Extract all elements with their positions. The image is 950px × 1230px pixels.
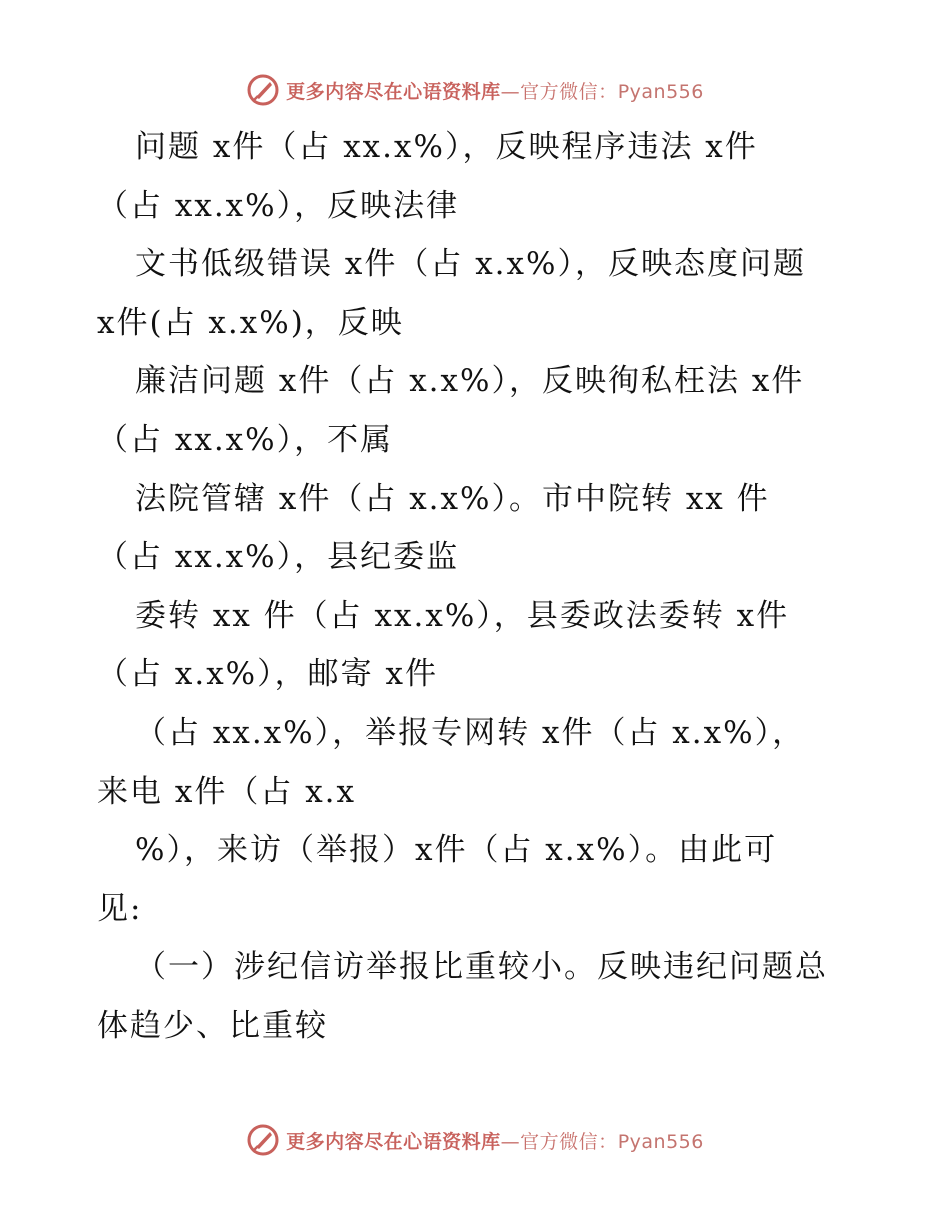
header-watermark [0, 70, 950, 110]
text-line: （占 x.x%），邮寄 x件 [97, 656, 438, 693]
quill-logo-icon [246, 73, 280, 107]
text-line: （占 xx.x%），举报专网转 x件（占 x.x%）， [135, 714, 806, 751]
text-line: （一）涉纪信访举报比重较小。反映违纪问题总 [135, 949, 828, 986]
watermark-separator: — [500, 80, 521, 103]
watermark-account-label: 官方微信： [520, 80, 618, 103]
watermark-account-label: 官方微信： [520, 1130, 618, 1153]
watermark-separator: — [500, 1130, 521, 1153]
watermark-account: Pyan556 [617, 1130, 704, 1153]
watermark-brand: 更多内容尽在心语资料库 [286, 1130, 501, 1153]
watermark-account: Pyan556 [617, 80, 704, 103]
body-text [97, 118, 857, 1056]
text-line: 见: [97, 890, 143, 927]
watermark-brand: 更多内容尽在心语资料库 [286, 80, 501, 103]
text-line: x件(占 x.x%)，反映 [97, 304, 404, 341]
text-line: （占 xx.x%），反映法律 [97, 187, 460, 224]
text-line: 问题 x件（占 xx.x%），反映程序违法 x件 [135, 129, 758, 165]
text-line: %），来访（举报）x件（占 x.x%）。由此可 [135, 832, 778, 869]
text-line: 委转 xx 件（占 xx.x%），县委政法委转 x件 [135, 597, 790, 634]
text-line: 法院管辖 x件（占 x.x%）。市中院转 xx 件 [135, 480, 770, 517]
footer-watermark [0, 1120, 950, 1160]
text-line: （占 xx.x%），县纪委监 [97, 539, 460, 576]
text-line: 廉洁问题 x件（占 x.x%），反映徇私枉法 x件 [135, 363, 805, 400]
text-line: 体趋少、比重较 [97, 1007, 328, 1044]
text-line: （占 xx.x%），不属 [97, 421, 394, 458]
quill-logo-icon [246, 1123, 280, 1157]
text-line: 来电 x件（占 x.x [97, 773, 357, 810]
text-line: 文书低级错误 x件（占 x.x%），反映态度问题 [135, 246, 806, 283]
